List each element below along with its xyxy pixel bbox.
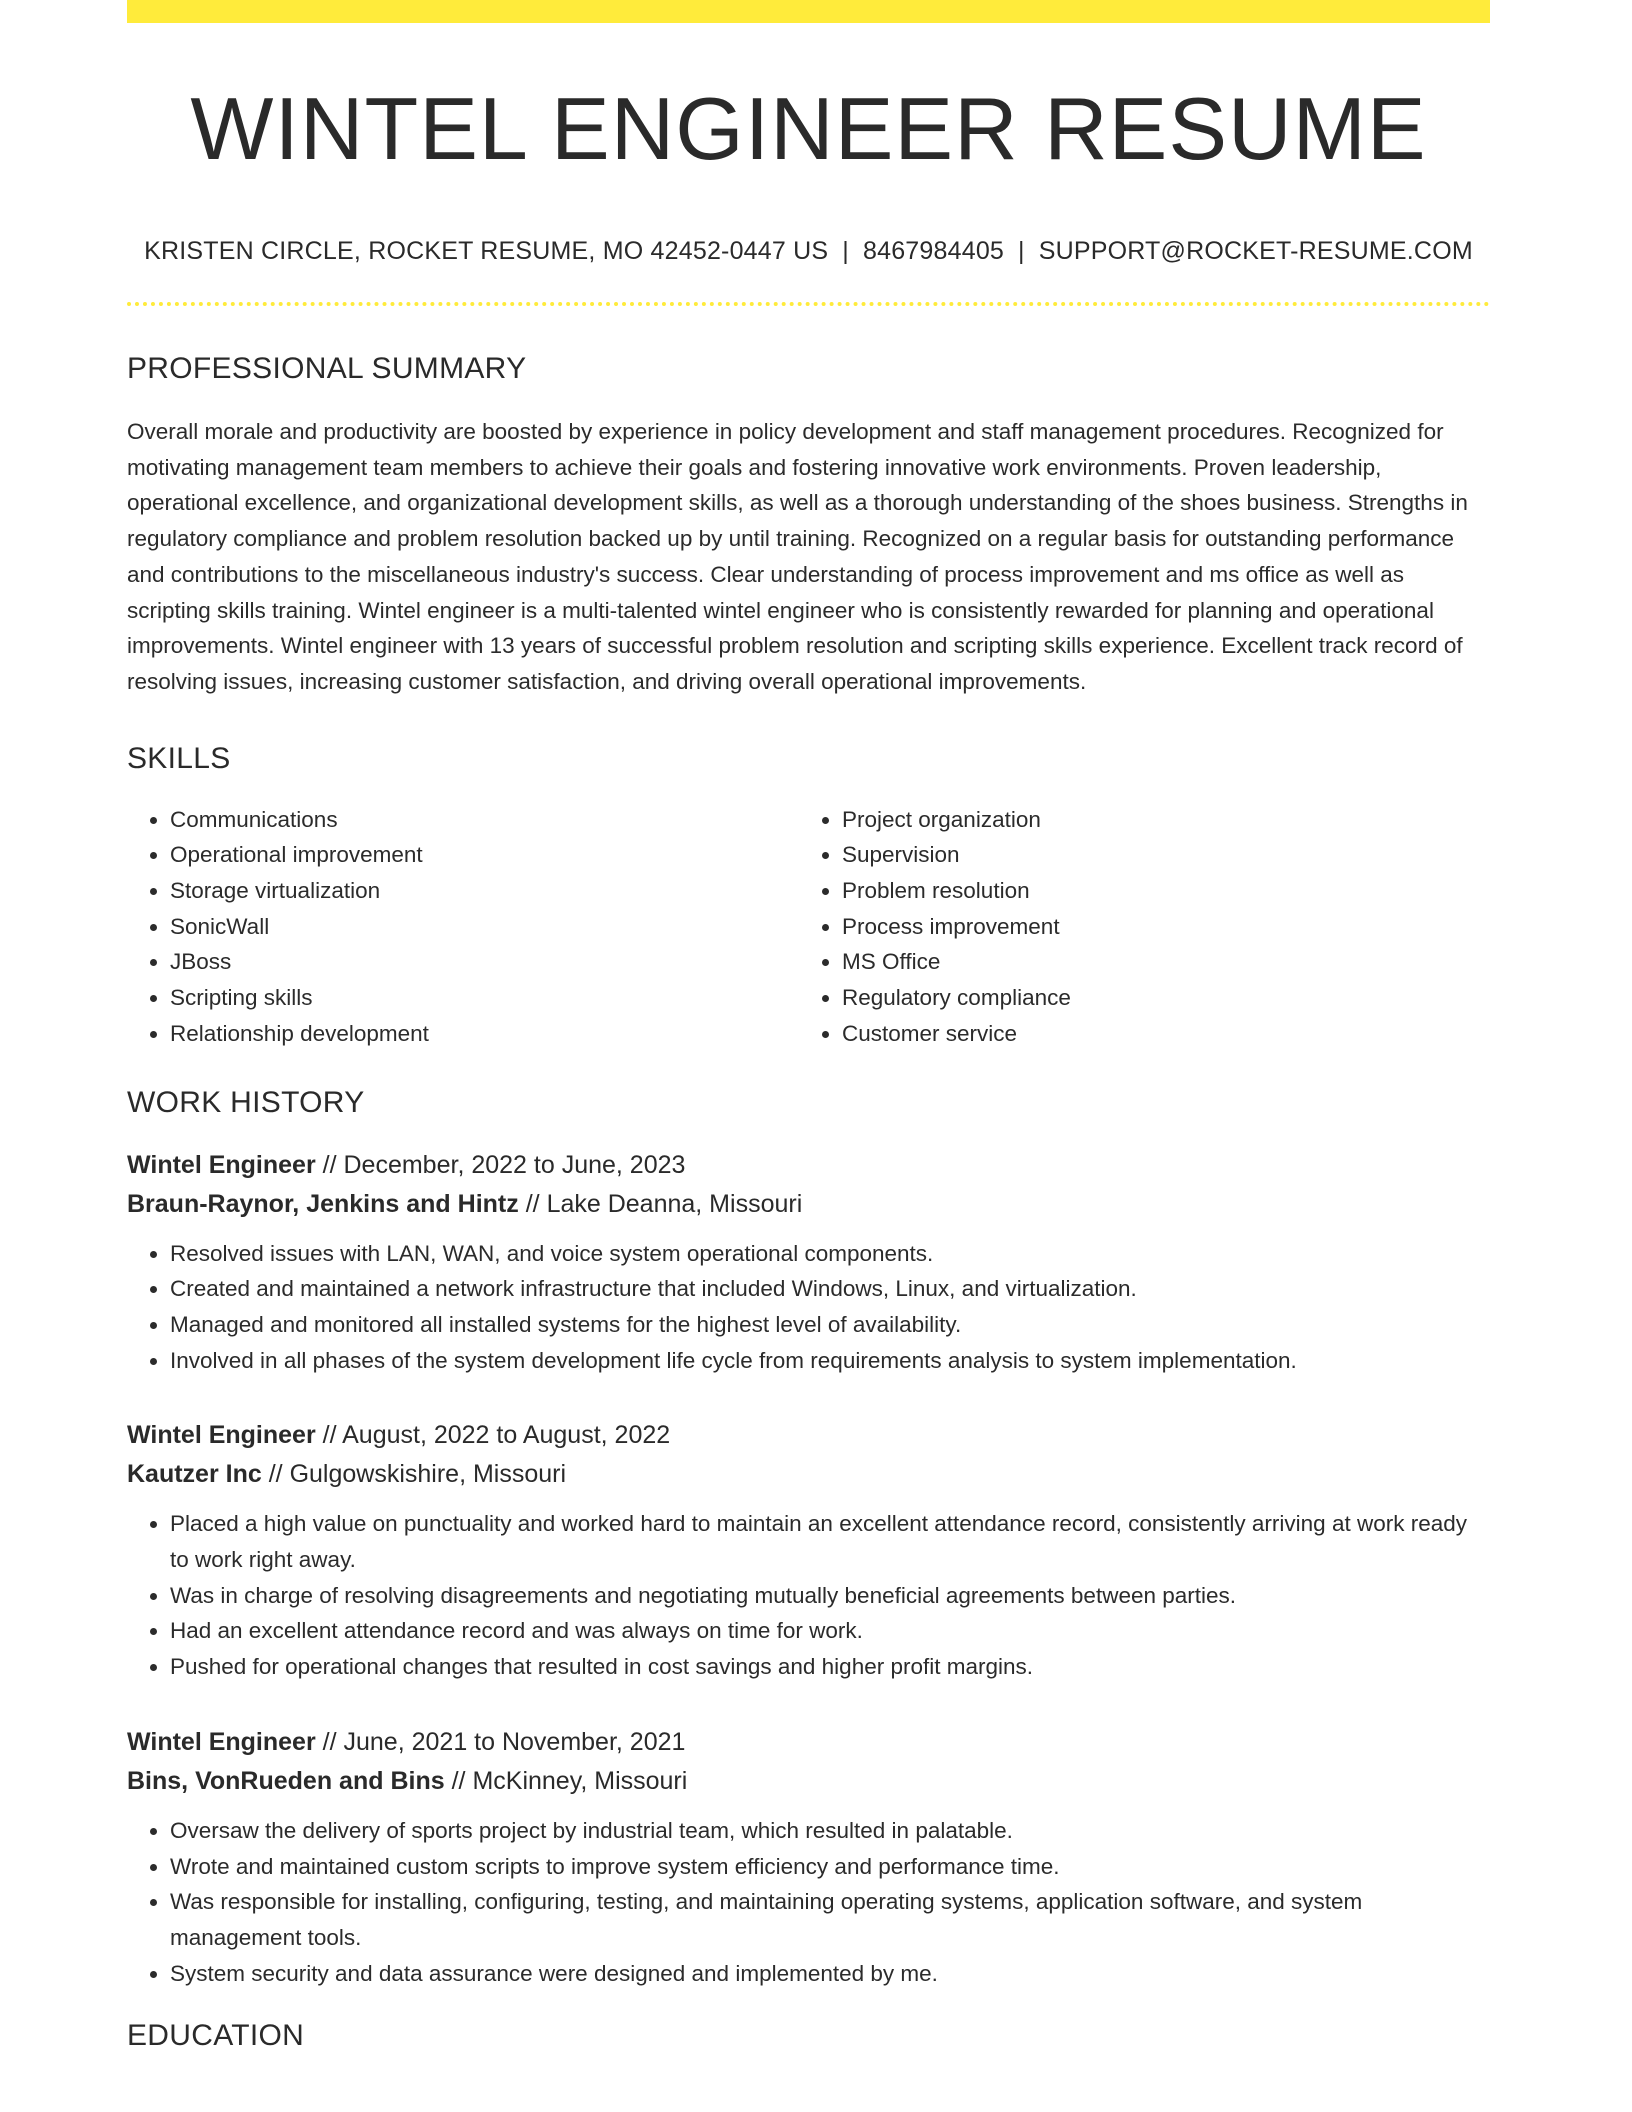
job-location: Gulgowskishire, Missouri	[289, 1460, 567, 1489]
job-bullet: • Oversaw the delivery of sports project by industrial team, which resulted in palatable.	[170, 1813, 1490, 1849]
job-title: Wintel Engineer	[127, 1150, 316, 1179]
education-heading: EDUCATION	[127, 2019, 305, 2053]
skill-item: • Supervision	[842, 837, 1471, 873]
job-bullet: • Had an excellent attendance record and was always on time for work.	[170, 1613, 1490, 1649]
job-location: Lake Deanna, Missouri	[546, 1189, 803, 1218]
job-company-line	[127, 1185, 1490, 1224]
job-dates: June, 2021 to November, 2021	[343, 1727, 686, 1756]
skills-grid	[127, 802, 1490, 1052]
page-title: WINTEL ENGINEER RESUME	[190, 79, 1427, 178]
job-dates: August, 2022 to August, 2022	[342, 1421, 671, 1450]
job-entry	[127, 1416, 1490, 1685]
job-bullet: • Resolved issues with LAN, WAN, and voice system operational components.	[170, 1236, 1490, 1272]
job-bullet: • Was responsible for installing, configuring, testing, and maintaining operating systems, application software, and system management tools.	[170, 1884, 1490, 1955]
job-bullet: • Placed a high value on punctuality and worked hard to maintain an excellent attendance record, consistently arriving at work ready to work right away.	[170, 1506, 1490, 1577]
skill-item: • Project organization	[842, 802, 1471, 838]
skill-item: • SonicWall	[170, 909, 799, 945]
skill-item: • Scripting skills	[170, 980, 799, 1016]
job-delimiter: //	[451, 1766, 466, 1795]
skill-item: • Customer service	[842, 1016, 1471, 1052]
job-company: Kautzer Inc	[127, 1460, 262, 1489]
dotted-divider	[127, 302, 1490, 306]
job-bullet: • System security and data assurance were designed and implemented by me.	[170, 1956, 1490, 1992]
skill-item: • Operational improvement	[170, 837, 799, 873]
job-bullet: • Created and maintained a network infrastructure that included Windows, Linux, and virtualization.	[170, 1271, 1490, 1307]
job-bullet: • Was in charge of resolving disagreements and negotiating mutually beneficial agreements between parties.	[170, 1578, 1490, 1614]
contact-address: KRISTEN CIRCLE, ROCKET RESUME, MO 42452-0447 US	[144, 237, 829, 265]
skill-item: • Communications	[170, 802, 799, 838]
job-title: Wintel Engineer	[127, 1727, 316, 1756]
job-entry	[127, 1723, 1490, 1992]
skill-item: • Regulatory compliance	[842, 980, 1471, 1016]
skills-list-left	[127, 802, 799, 1052]
job-delimiter: //	[322, 1150, 337, 1179]
job-company-line	[127, 1455, 1490, 1494]
job-company-line	[127, 1762, 1490, 1801]
skill-item: • Storage virtualization	[170, 873, 799, 909]
job-location: McKinney, Missouri	[472, 1766, 688, 1795]
job-bullet-list	[127, 1506, 1490, 1685]
skill-item: • Problem resolution	[842, 873, 1471, 909]
job-title-line	[127, 1416, 1490, 1455]
job-title-line	[127, 1723, 1490, 1762]
job-bullet: • Involved in all phases of the system development life cycle from requirements analysis to system implementation.	[170, 1343, 1490, 1379]
skill-item: • Process improvement	[842, 909, 1471, 945]
job-delimiter: //	[322, 1421, 337, 1450]
job-bullet: • Managed and monitored all installed systems for the highest level of availability.	[170, 1307, 1490, 1343]
contact-line	[127, 237, 1490, 266]
skill-item: • MS Office	[842, 944, 1471, 980]
skills-list-right	[799, 802, 1471, 1052]
contact-separator: |	[1018, 237, 1025, 265]
job-delimiter: //	[525, 1189, 540, 1218]
accent-top-bar	[127, 0, 1490, 23]
skill-item: • JBoss	[170, 944, 799, 980]
skill-item: • Relationship development	[170, 1016, 799, 1052]
summary-text: Overall morale and productivity are boosted by experience in policy development and staff management procedures. Recognized for motivating management team members to achieve their goals and fostering innovative work environments. Proven leadership, operational excellence, and organizational development skills, as well as a thorough understanding of the shoes business. Strengths in regulatory compliance and problem resolution backed up by until training. Recognized on a regular basis for outstanding performance and contributions to the miscellaneous industry's success. Clear understanding of process improvement and ms office as well as scripting skills training. Wintel engineer is a multi-talented wintel engineer who is consistently rewarded for planning and operational improvements. Wintel engineer with 13 years of successful problem resolution and scripting skills experience. Excellent track record of resolving issues, increasing customer satisfaction, and driving overall operational improvements.	[127, 419, 1468, 694]
summary-heading: PROFESSIONAL SUMMARY	[127, 352, 527, 385]
job-title: Wintel Engineer	[127, 1421, 316, 1450]
resume-page	[127, 0, 1490, 2053]
job-bullet: • Wrote and maintained custom scripts to improve system efficiency and performance time.	[170, 1849, 1490, 1885]
skills-heading: SKILLS	[127, 741, 231, 775]
job-company: Bins, VonRueden and Bins	[127, 1766, 445, 1795]
job-title-line	[127, 1146, 1490, 1185]
contact-separator: |	[842, 237, 849, 265]
job-bullet-list	[127, 1236, 1490, 1379]
job-company: Braun-Raynor, Jenkins and Hintz	[127, 1189, 519, 1218]
job-delimiter: //	[268, 1460, 283, 1489]
job-bullet-list	[127, 1813, 1490, 1992]
job-delimiter: //	[322, 1727, 337, 1756]
job-entry	[127, 1146, 1490, 1379]
job-bullet: • Pushed for operational changes that resulted in cost savings and higher profit margins.	[170, 1649, 1490, 1685]
job-dates: December, 2022 to June, 2023	[343, 1150, 686, 1179]
contact-email: SUPPORT@ROCKET-RESUME.COM	[1038, 237, 1473, 265]
contact-phone: 8467984405	[862, 237, 1005, 265]
work-history-heading: WORK HISTORY	[127, 1085, 365, 1119]
